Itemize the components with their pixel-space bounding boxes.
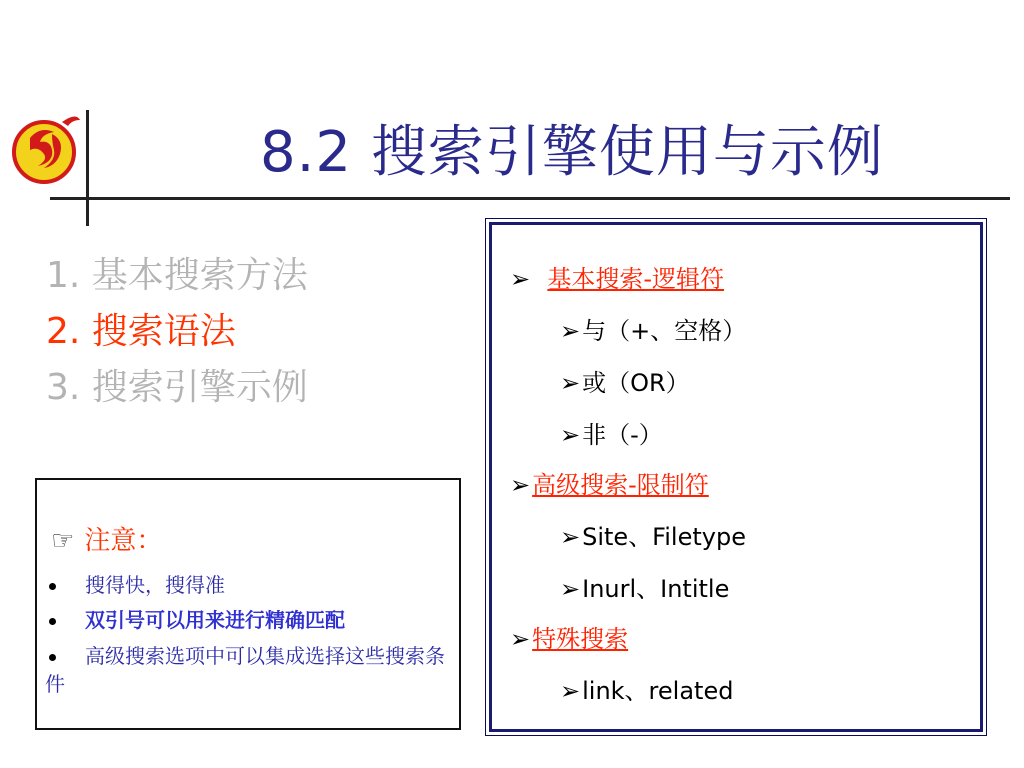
arrow-bullet-icon: ➢ [510, 471, 531, 499]
bullet-dot-icon [49, 654, 56, 661]
outline-item-not: ➢非（-） [560, 421, 663, 449]
title-divider-vertical [86, 110, 89, 226]
hand-pointing-icon: ☞ [51, 526, 75, 556]
outline-item-special-search: ➢特殊搜索 [510, 625, 629, 653]
arrow-bullet-icon: ➢ [560, 317, 581, 345]
arrow-bullet-icon: ➢ [560, 421, 581, 449]
bullet-dot-icon [49, 583, 56, 590]
note-item: 高级搜索选项中可以集成选择这些搜索条件 [45, 644, 445, 696]
arrow-bullet-icon: ➢ [560, 575, 581, 603]
outline-item-site-filetype: ➢Site、Filetype [560, 523, 746, 551]
arrow-bullet-icon: ➢ [510, 625, 531, 653]
arrow-bullet-icon: ➢ [510, 265, 531, 293]
title-divider-horizontal [50, 197, 1010, 200]
arrow-bullet-icon: ➢ [560, 677, 581, 705]
note-heading: ☞ 注意： [51, 526, 163, 556]
arrow-bullet-icon: ➢ [560, 369, 581, 397]
outline-item-and: ➢与（+、空格） [560, 317, 747, 345]
menu-item-search-syntax: 2. 搜索语法 [46, 311, 236, 352]
bullet-dot-icon [49, 618, 56, 625]
outline-item-or: ➢或（OR） [560, 369, 690, 397]
outline-item-inurl-intitle: ➢Inurl、Intitle [560, 575, 730, 603]
outline-item-advanced-limits: ➢高级搜索-限制符 [510, 471, 709, 499]
note-item: 双引号可以用来进行精确匹配 [45, 603, 457, 638]
outline-item-basic-operators: ➢ 基本搜索-逻辑符 [510, 265, 725, 293]
logo [10, 108, 82, 198]
outline-item-link-related: ➢link、related [560, 677, 734, 705]
note-list [45, 568, 457, 698]
note-box [35, 478, 461, 730]
syntax-outline-frame [485, 218, 987, 736]
menu-item-basic-search: 1. 基本搜索方法 [46, 255, 308, 296]
slide-title: 8.2 搜索引擎使用与示例 [260, 120, 884, 185]
menu-item-engine-examples: 3. 搜索引擎示例 [46, 367, 308, 408]
note-item: 搜得快，搜得准 [45, 568, 457, 603]
arrow-bullet-icon: ➢ [560, 523, 581, 551]
section-menu [46, 248, 308, 416]
